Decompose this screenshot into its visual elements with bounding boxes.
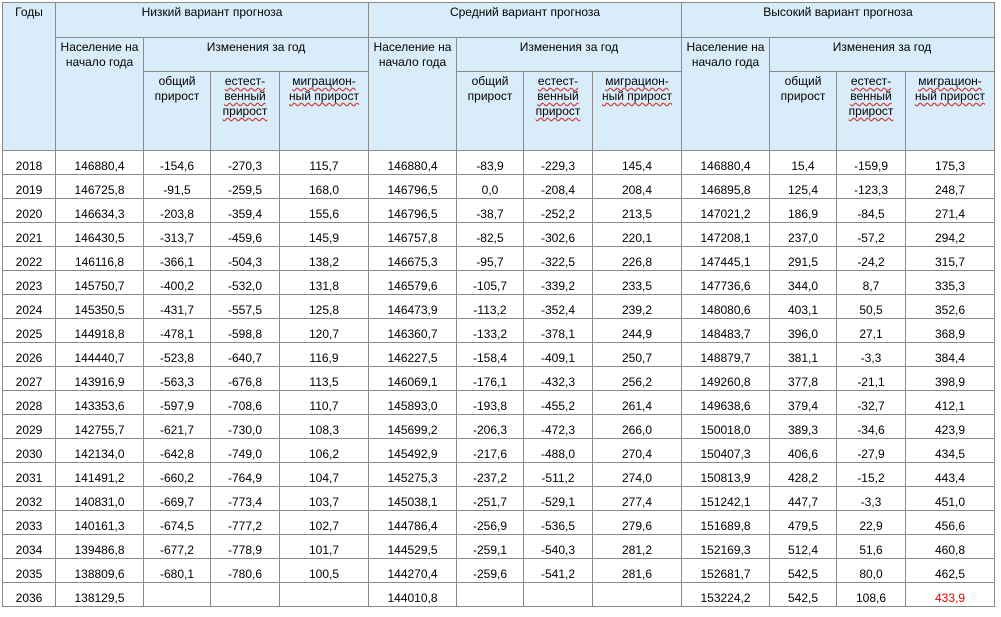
population-header: Население на начало года xyxy=(369,38,457,151)
value-cell: -455,2 xyxy=(524,391,593,415)
table-row xyxy=(3,151,995,175)
natural-growth-label: естест-венный прирост xyxy=(535,74,581,118)
value-cell: -780,6 xyxy=(211,559,280,583)
migration-growth-header xyxy=(593,72,682,151)
value-cell: -598,8 xyxy=(211,319,280,343)
value-cell: -529,1 xyxy=(524,487,593,511)
value-cell: 406,6 xyxy=(770,439,837,463)
value-cell: 141491,2 xyxy=(56,463,144,487)
value-cell: 148483,7 xyxy=(682,319,770,343)
value-cell: -563,3 xyxy=(144,367,211,391)
value-cell: 138129,5 xyxy=(56,583,144,607)
population-header: Население на начало года xyxy=(56,38,144,151)
value-cell: 144440,7 xyxy=(56,343,144,367)
table-row xyxy=(3,463,995,487)
value-cell: -541,2 xyxy=(524,559,593,583)
year-cell: 2035 xyxy=(3,559,56,583)
value-cell: 146675,3 xyxy=(369,247,457,271)
value-cell: -256,9 xyxy=(457,511,524,535)
migration-growth-label: миграцион-ный прирост xyxy=(288,74,359,103)
value-cell: 101,7 xyxy=(280,535,369,559)
table-row xyxy=(3,175,995,199)
value-cell: 8,7 xyxy=(837,271,906,295)
value-cell: 144270,4 xyxy=(369,559,457,583)
value-cell: -32,7 xyxy=(837,391,906,415)
value-cell: -432,3 xyxy=(524,367,593,391)
year-cell: 2033 xyxy=(3,511,56,535)
value-cell: -91,5 xyxy=(144,175,211,199)
value-cell: 145275,3 xyxy=(369,463,457,487)
value-cell: -478,1 xyxy=(144,319,211,343)
value-cell: -359,4 xyxy=(211,199,280,223)
value-cell: 145,9 xyxy=(280,223,369,247)
value-cell: 116,9 xyxy=(280,343,369,367)
value-cell: 146880,4 xyxy=(369,151,457,175)
value-cell: 237,0 xyxy=(770,223,837,247)
forecast-table xyxy=(2,2,995,607)
value-cell: 103,7 xyxy=(280,487,369,511)
value-cell: -113,2 xyxy=(457,295,524,319)
value-cell: -749,0 xyxy=(211,439,280,463)
value-cell: 389,3 xyxy=(770,415,837,439)
value-cell: 451,0 xyxy=(906,487,995,511)
value-cell: -95,7 xyxy=(457,247,524,271)
value-cell: 131,8 xyxy=(280,271,369,295)
value-cell: 261,4 xyxy=(593,391,682,415)
value-cell: -83,9 xyxy=(457,151,524,175)
value-cell: 139486,8 xyxy=(56,535,144,559)
value-cell xyxy=(144,583,211,607)
value-cell xyxy=(211,583,280,607)
years-header: Годы xyxy=(3,3,56,151)
value-cell: 146116,8 xyxy=(56,247,144,271)
value-cell: -84,5 xyxy=(837,199,906,223)
value-cell: 460,8 xyxy=(906,535,995,559)
value-cell: -154,6 xyxy=(144,151,211,175)
value-cell: -57,2 xyxy=(837,223,906,247)
value-cell: -24,2 xyxy=(837,247,906,271)
value-cell: 145350,5 xyxy=(56,295,144,319)
natural-growth-label: естест-венный прирост xyxy=(222,74,268,118)
value-cell: 542,5 xyxy=(770,559,837,583)
value-cell: 151242,1 xyxy=(682,487,770,511)
value-cell: 146360,7 xyxy=(369,319,457,343)
value-cell: -302,6 xyxy=(524,223,593,247)
value-cell: 146227,5 xyxy=(369,343,457,367)
value-cell: 108,3 xyxy=(280,415,369,439)
value-cell: 412,1 xyxy=(906,391,995,415)
value-cell: 168,0 xyxy=(280,175,369,199)
value-cell: -270,3 xyxy=(211,151,280,175)
natural-growth-header xyxy=(211,72,280,151)
table-row xyxy=(3,511,995,535)
value-cell: 377,8 xyxy=(770,367,837,391)
value-cell: 266,0 xyxy=(593,415,682,439)
table-row xyxy=(3,367,995,391)
table-row xyxy=(3,319,995,343)
value-cell: 110,7 xyxy=(280,391,369,415)
table-row xyxy=(3,487,995,511)
high-variant-header: Высокий вариант прогноза xyxy=(682,3,995,38)
value-cell: -730,0 xyxy=(211,415,280,439)
value-cell: 428,2 xyxy=(770,463,837,487)
value-cell: 352,6 xyxy=(906,295,995,319)
value-cell: -339,2 xyxy=(524,271,593,295)
value-cell: -34,6 xyxy=(837,415,906,439)
value-cell: 145699,2 xyxy=(369,415,457,439)
value-cell: -676,8 xyxy=(211,367,280,391)
value-cell: 150018,0 xyxy=(682,415,770,439)
year-cell: 2019 xyxy=(3,175,56,199)
value-cell: -540,3 xyxy=(524,535,593,559)
value-cell: 150813,9 xyxy=(682,463,770,487)
value-cell: -597,9 xyxy=(144,391,211,415)
value-cell: -773,4 xyxy=(211,487,280,511)
value-cell: 140831,0 xyxy=(56,487,144,511)
value-cell: -488,0 xyxy=(524,439,593,463)
value-cell: 148080,6 xyxy=(682,295,770,319)
value-cell: 152169,3 xyxy=(682,535,770,559)
value-cell: 147445,1 xyxy=(682,247,770,271)
value-cell: 22,9 xyxy=(837,511,906,535)
value-cell: 138809,6 xyxy=(56,559,144,583)
migration-growth-header xyxy=(906,72,995,151)
value-cell: 462,5 xyxy=(906,559,995,583)
value-cell: -674,5 xyxy=(144,511,211,535)
value-cell: 115,7 xyxy=(280,151,369,175)
year-cell: 2030 xyxy=(3,439,56,463)
value-cell: -206,3 xyxy=(457,415,524,439)
value-cell: -642,8 xyxy=(144,439,211,463)
value-cell: 146880,4 xyxy=(682,151,770,175)
value-cell: 108,6 xyxy=(837,583,906,607)
value-cell: 146069,1 xyxy=(369,367,457,391)
value-cell: 148879,7 xyxy=(682,343,770,367)
value-cell: 113,5 xyxy=(280,367,369,391)
value-cell: -251,7 xyxy=(457,487,524,511)
value-cell: -21,1 xyxy=(837,367,906,391)
year-cell: 2031 xyxy=(3,463,56,487)
value-cell: 271,4 xyxy=(906,199,995,223)
value-cell: 542,5 xyxy=(770,583,837,607)
value-cell: -708,6 xyxy=(211,391,280,415)
value-cell: -504,3 xyxy=(211,247,280,271)
value-cell: 175,3 xyxy=(906,151,995,175)
value-cell: 138,2 xyxy=(280,247,369,271)
value-cell: -621,7 xyxy=(144,415,211,439)
value-cell: 315,7 xyxy=(906,247,995,271)
value-cell: -259,1 xyxy=(457,535,524,559)
value-cell: 80,0 xyxy=(837,559,906,583)
value-cell: 147021,2 xyxy=(682,199,770,223)
year-cell: 2027 xyxy=(3,367,56,391)
value-cell: 248,7 xyxy=(906,175,995,199)
year-cell: 2032 xyxy=(3,487,56,511)
value-cell: -409,1 xyxy=(524,343,593,367)
table-row xyxy=(3,247,995,271)
value-cell: 144010,8 xyxy=(369,583,457,607)
value-cell: 125,4 xyxy=(770,175,837,199)
value-cell: 102,7 xyxy=(280,511,369,535)
value-cell xyxy=(280,583,369,607)
value-cell: 145,4 xyxy=(593,151,682,175)
value-cell: 146725,8 xyxy=(56,175,144,199)
value-cell: 213,5 xyxy=(593,199,682,223)
value-cell: 120,7 xyxy=(280,319,369,343)
value-cell: -677,2 xyxy=(144,535,211,559)
value-cell: -217,6 xyxy=(457,439,524,463)
year-cell: 2022 xyxy=(3,247,56,271)
value-cell: -778,9 xyxy=(211,535,280,559)
value-cell: 27,1 xyxy=(837,319,906,343)
value-cell: -105,7 xyxy=(457,271,524,295)
value-cell: 100,5 xyxy=(280,559,369,583)
value-cell: -431,7 xyxy=(144,295,211,319)
value-cell: 381,1 xyxy=(770,343,837,367)
natural-growth-header xyxy=(524,72,593,151)
value-cell: 50,5 xyxy=(837,295,906,319)
value-cell: 274,0 xyxy=(593,463,682,487)
value-cell: 294,2 xyxy=(906,223,995,247)
value-cell: 443,4 xyxy=(906,463,995,487)
value-cell: -3,3 xyxy=(837,343,906,367)
change-header: Изменения за год xyxy=(457,38,682,72)
value-cell: -133,2 xyxy=(457,319,524,343)
value-cell: 344,0 xyxy=(770,271,837,295)
table-row xyxy=(3,535,995,559)
value-cell: 239,2 xyxy=(593,295,682,319)
value-cell: 144529,5 xyxy=(369,535,457,559)
mid-variant-header: Средний вариант прогноза xyxy=(369,3,682,38)
value-cell xyxy=(524,583,593,607)
value-cell: 146796,5 xyxy=(369,175,457,199)
value-cell: 279,6 xyxy=(593,511,682,535)
value-cell: 144786,4 xyxy=(369,511,457,535)
value-cell: 146796,5 xyxy=(369,199,457,223)
natural-growth-header xyxy=(837,72,906,151)
value-cell: -459,6 xyxy=(211,223,280,247)
value-cell: -523,8 xyxy=(144,343,211,367)
value-cell: -472,3 xyxy=(524,415,593,439)
value-cell: 144918,8 xyxy=(56,319,144,343)
value-cell: -764,9 xyxy=(211,463,280,487)
table-row xyxy=(3,295,995,319)
value-cell: -400,2 xyxy=(144,271,211,295)
value-cell: -259,5 xyxy=(211,175,280,199)
value-cell: 146473,9 xyxy=(369,295,457,319)
value-cell: -366,1 xyxy=(144,247,211,271)
value-cell: 146757,8 xyxy=(369,223,457,247)
value-cell: -176,1 xyxy=(457,367,524,391)
value-cell: 379,4 xyxy=(770,391,837,415)
value-cell: 146634,3 xyxy=(56,199,144,223)
table-body xyxy=(3,151,995,607)
year-cell: 2018 xyxy=(3,151,56,175)
value-cell: 368,9 xyxy=(906,319,995,343)
value-cell: 143353,6 xyxy=(56,391,144,415)
year-cell: 2021 xyxy=(3,223,56,247)
value-cell: 147208,1 xyxy=(682,223,770,247)
value-cell: 447,7 xyxy=(770,487,837,511)
value-cell: -322,5 xyxy=(524,247,593,271)
value-cell: 149638,6 xyxy=(682,391,770,415)
table-row xyxy=(3,439,995,463)
value-cell: 146579,6 xyxy=(369,271,457,295)
value-cell: -203,8 xyxy=(144,199,211,223)
value-cell: 403,1 xyxy=(770,295,837,319)
value-cell: 226,8 xyxy=(593,247,682,271)
value-cell: -159,9 xyxy=(837,151,906,175)
value-cell: 456,6 xyxy=(906,511,995,535)
value-cell: 104,7 xyxy=(280,463,369,487)
value-cell: -378,1 xyxy=(524,319,593,343)
value-cell: -557,5 xyxy=(211,295,280,319)
migration-growth-label: миграцион-ный прирост xyxy=(914,74,985,103)
value-cell: -259,6 xyxy=(457,559,524,583)
low-variant-header: Низкий вариант прогноза xyxy=(56,3,369,38)
value-cell: 145750,7 xyxy=(56,271,144,295)
value-cell: 277,4 xyxy=(593,487,682,511)
value-cell: 281,2 xyxy=(593,535,682,559)
value-cell: 186,9 xyxy=(770,199,837,223)
value-cell: 384,4 xyxy=(906,343,995,367)
value-cell: -237,2 xyxy=(457,463,524,487)
total-growth-header: общий прирост xyxy=(770,72,837,151)
value-cell: -640,7 xyxy=(211,343,280,367)
year-cell: 2036 xyxy=(3,583,56,607)
value-cell: -123,3 xyxy=(837,175,906,199)
table-row xyxy=(3,559,995,583)
value-cell: 142755,7 xyxy=(56,415,144,439)
value-cell: -777,2 xyxy=(211,511,280,535)
value-cell: 146430,5 xyxy=(56,223,144,247)
value-cell: 244,9 xyxy=(593,319,682,343)
value-cell: -27,9 xyxy=(837,439,906,463)
value-cell: 335,3 xyxy=(906,271,995,295)
value-cell: 270,4 xyxy=(593,439,682,463)
value-cell: 250,7 xyxy=(593,343,682,367)
value-cell: 125,8 xyxy=(280,295,369,319)
natural-growth-label: естест-венный прирост xyxy=(848,74,894,118)
population-header: Население на начало года xyxy=(682,38,770,151)
year-cell: 2023 xyxy=(3,271,56,295)
value-cell: -532,0 xyxy=(211,271,280,295)
change-header: Изменения за год xyxy=(144,38,369,72)
value-cell: 15,4 xyxy=(770,151,837,175)
value-cell: 256,2 xyxy=(593,367,682,391)
value-cell: 479,5 xyxy=(770,511,837,535)
value-cell: 140161,3 xyxy=(56,511,144,535)
value-cell: 233,5 xyxy=(593,271,682,295)
value-cell: 433,9 xyxy=(906,583,995,607)
value-cell: 152681,7 xyxy=(682,559,770,583)
value-cell: 220,1 xyxy=(593,223,682,247)
value-cell: -3,3 xyxy=(837,487,906,511)
value-cell: -15,2 xyxy=(837,463,906,487)
value-cell: 146895,8 xyxy=(682,175,770,199)
value-cell xyxy=(457,583,524,607)
year-cell: 2024 xyxy=(3,295,56,319)
value-cell: 434,5 xyxy=(906,439,995,463)
value-cell: 143916,9 xyxy=(56,367,144,391)
value-cell: 145893,0 xyxy=(369,391,457,415)
year-cell: 2025 xyxy=(3,319,56,343)
value-cell: 146880,4 xyxy=(56,151,144,175)
value-cell: 423,9 xyxy=(906,415,995,439)
value-cell: 51,6 xyxy=(837,535,906,559)
table-row xyxy=(3,343,995,367)
value-cell: 106,2 xyxy=(280,439,369,463)
value-cell: 155,6 xyxy=(280,199,369,223)
value-cell: 512,4 xyxy=(770,535,837,559)
value-cell: -313,7 xyxy=(144,223,211,247)
value-cell: 208,4 xyxy=(593,175,682,199)
migration-growth-header xyxy=(280,72,369,151)
table-row xyxy=(3,415,995,439)
value-cell: 147736,6 xyxy=(682,271,770,295)
value-cell: 396,0 xyxy=(770,319,837,343)
value-cell: -193,8 xyxy=(457,391,524,415)
value-cell: 145492,9 xyxy=(369,439,457,463)
value-cell xyxy=(593,583,682,607)
value-cell: -229,3 xyxy=(524,151,593,175)
change-header: Изменения за год xyxy=(770,38,995,72)
value-cell: -38,7 xyxy=(457,199,524,223)
table-row xyxy=(3,199,995,223)
value-cell: -82,5 xyxy=(457,223,524,247)
value-cell: 0,0 xyxy=(457,175,524,199)
year-cell: 2020 xyxy=(3,199,56,223)
value-cell: 151689,8 xyxy=(682,511,770,535)
total-growth-header: общий прирост xyxy=(457,72,524,151)
table-row xyxy=(3,223,995,247)
value-cell: 291,5 xyxy=(770,247,837,271)
value-cell: 398,9 xyxy=(906,367,995,391)
table-row xyxy=(3,271,995,295)
value-cell: 153224,2 xyxy=(682,583,770,607)
year-cell: 2034 xyxy=(3,535,56,559)
value-cell: -680,1 xyxy=(144,559,211,583)
value-cell: -660,2 xyxy=(144,463,211,487)
total-growth-header: общий прирост xyxy=(144,72,211,151)
value-cell: -352,4 xyxy=(524,295,593,319)
year-cell: 2026 xyxy=(3,343,56,367)
value-cell: 150407,3 xyxy=(682,439,770,463)
value-cell: -208,4 xyxy=(524,175,593,199)
value-cell: -536,5 xyxy=(524,511,593,535)
migration-growth-label: миграцион-ный прирост xyxy=(601,74,672,103)
value-cell: -158,4 xyxy=(457,343,524,367)
value-cell: 142134,0 xyxy=(56,439,144,463)
table-row xyxy=(3,391,995,415)
value-cell: -511,2 xyxy=(524,463,593,487)
value-cell: 281,6 xyxy=(593,559,682,583)
value-cell: -252,2 xyxy=(524,199,593,223)
year-cell: 2029 xyxy=(3,415,56,439)
value-cell: 149260,8 xyxy=(682,367,770,391)
value-cell: 145038,1 xyxy=(369,487,457,511)
value-cell: -669,7 xyxy=(144,487,211,511)
year-cell: 2028 xyxy=(3,391,56,415)
table-row xyxy=(3,583,995,607)
